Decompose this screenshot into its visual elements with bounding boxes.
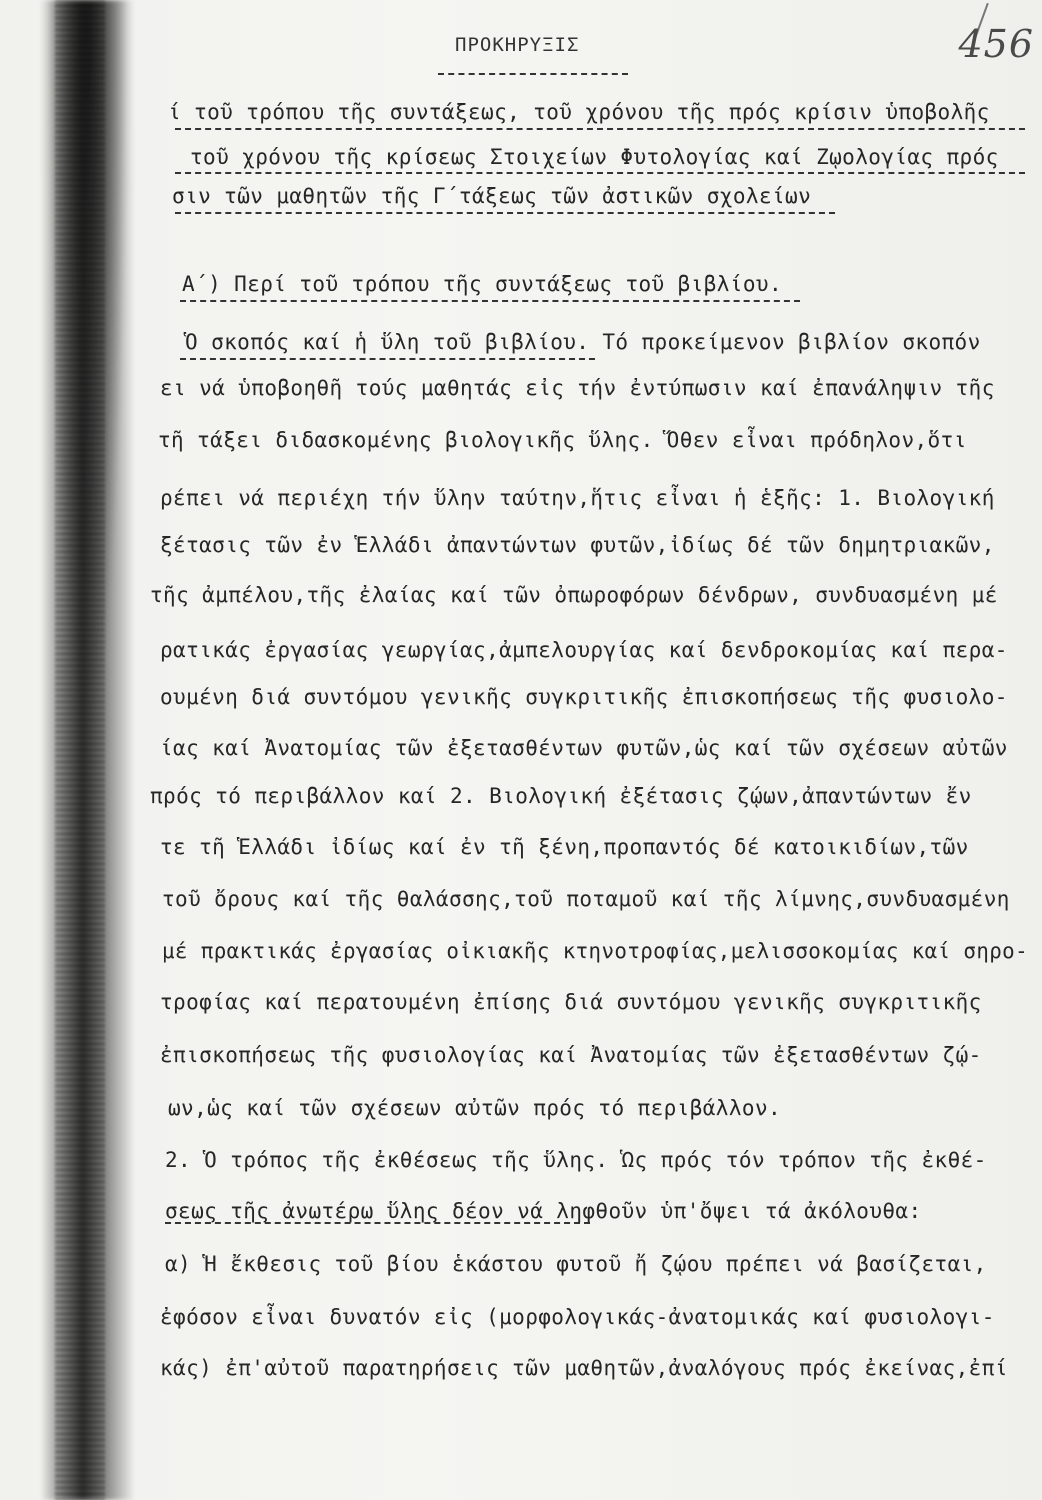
text-line-17: μέ πρακτικάς ἐργασίας οἰκιακῆς κτηνοτροφίας,μελισσοκομίας καί σηρο-	[162, 939, 1029, 963]
underline-1	[175, 128, 1025, 130]
text-line-11: ρατικάς ἐργασίας γεωργίας,ἀμπελουργίας καί δενδροκομίας καί περα-	[160, 638, 1008, 662]
folio-number: 456	[958, 22, 1034, 66]
text-line-10: τῆς ἀμπέλου,τῆς ἐλαίας καί τῶν ὀπωροφόρων δένδρων, συνδυασμένη μέ	[150, 583, 998, 607]
text-line-20: ων,ὡς καί τῶν σχέσεων αὐτῶν πρός τό περιβάλλον.	[168, 1096, 782, 1120]
text-line-7: τῆ τάξει διδασκομένης βιολογικῆς ὕλης. Ὅθεν εἶναι πρόδηλον,ὅτι	[158, 428, 967, 452]
underline-2	[175, 172, 1025, 174]
text-line-15: τε τῆ Ἑλλάδι ἰδίως καί ἐν τῆ ξένη,προπαντός δέ κατοικιδίων,τῶν	[160, 835, 969, 859]
underline-subheading-1	[180, 358, 595, 360]
text-line-19: ἐπισκοπήσεως τῆς φυσιολογίας καί Ἀνατομίας τῶν ἐξετασθέντων ζῴ-	[160, 1043, 982, 1067]
text-line-8: ρέπει νά περιέχη τήν ὕλην ταύτην,ἥτις εἶναι ἡ ἑξῆς: 1. Βιολογική	[160, 486, 995, 510]
text-line-13: ίας καί Ἀνατομίας τῶν ἐξετασθέντων φυτῶν,ὡς καί τῶν σχέσεων αὐτῶν	[160, 736, 1008, 760]
photocopy-smear-texture	[55, 0, 105, 1500]
title-underline	[438, 73, 628, 75]
text-line-3: σιν τῶν μαθητῶν τῆς Γ΄τάξεως τῶν ἀστικῶν σχολείων	[172, 184, 812, 208]
section-heading-a: Α΄) Περί τοῦ τρόπου τῆς συντάξεως τοῦ βιβλίου.	[182, 272, 782, 296]
text-line-21: 2. Ὁ τρόπος τῆς ἐκθέσεως τῆς ὕλης. Ὡς πρός τόν τρόπον τῆς ἐκθέ-	[165, 1148, 987, 1172]
text-line-23: α) Ἡ ἔκθεσις τοῦ βίου ἑκάστου φυτοῦ ἤ ζῴου πρέπει νά βασίζεται,	[165, 1252, 987, 1276]
text-line-24: ἐφόσον εἶναι δυνατόν εἰς (μορφολογικάς-ἀνατομικάς καί φυσιολογι-	[160, 1305, 995, 1329]
text-line-6: ει νά ὑποβοηθῆ τούς μαθητάς εἰς τήν ἐντύπωσιν καί ἐπανάληψιν τῆς	[160, 376, 995, 400]
text-line-5: Ὁ σκοπός καί ἡ ὕλη τοῦ βιβλίου. Τό προκείμενον βιβλίον σκοπόν	[185, 330, 981, 354]
document-title: ΠΡΟΚΗΡΥΞΙΣ	[455, 34, 580, 56]
text-line-25: κάς) ἐπ'αὐτοῦ παρατηρήσεις τῶν μαθητῶν,ἀναλόγους πρός ἐκείνας,ἐπί	[160, 1356, 1008, 1380]
text-line-9: ξέτασις τῶν ἐν Ἑλλάδι ἀπαντώντων φυτῶν,ἰδίως δέ τῶν δημητριακῶν,	[160, 533, 995, 557]
text-line-14: πρός τό περιβάλλον καί 2. Βιολογική ἐξέτασις ζῴων,ἀπαντώντων ἔν	[150, 784, 972, 808]
text-line-18: τροφίας καί περατουμένη ἐπίσης διά συντόμου γενικῆς συγκριτικῆς	[160, 990, 982, 1014]
underline-heading-a	[180, 300, 800, 302]
text-line-22: σεως τῆς ἀνωτέρω ὕλης δέον νά ληφθοῦν ὑπ'ὄψει τά ἀκόλουθα:	[165, 1199, 922, 1223]
text-line-12: ουμένη διά συντόμου γενικῆς συγκριτικῆς ἐπισκοπήσεως τῆς φυσιολο-	[160, 685, 1008, 709]
text-line-1: ί τοῦ τρόπου τῆς συντάξεως, τοῦ χρόνου τῆς πρός κρίσιν ὑποβολῆς	[168, 100, 990, 124]
underline-3	[175, 212, 835, 214]
text-line-16: τοῦ ὄρους καί τῆς θαλάσσης,τοῦ ποταμοῦ καί τῆς λίμνης,συνδυασμένη	[162, 887, 1010, 911]
text-line-2: τοῦ χρόνου τῆς κρίσεως Στοιχείων Φυτολογίας καί Ζῳολογίας πρός	[190, 145, 999, 169]
